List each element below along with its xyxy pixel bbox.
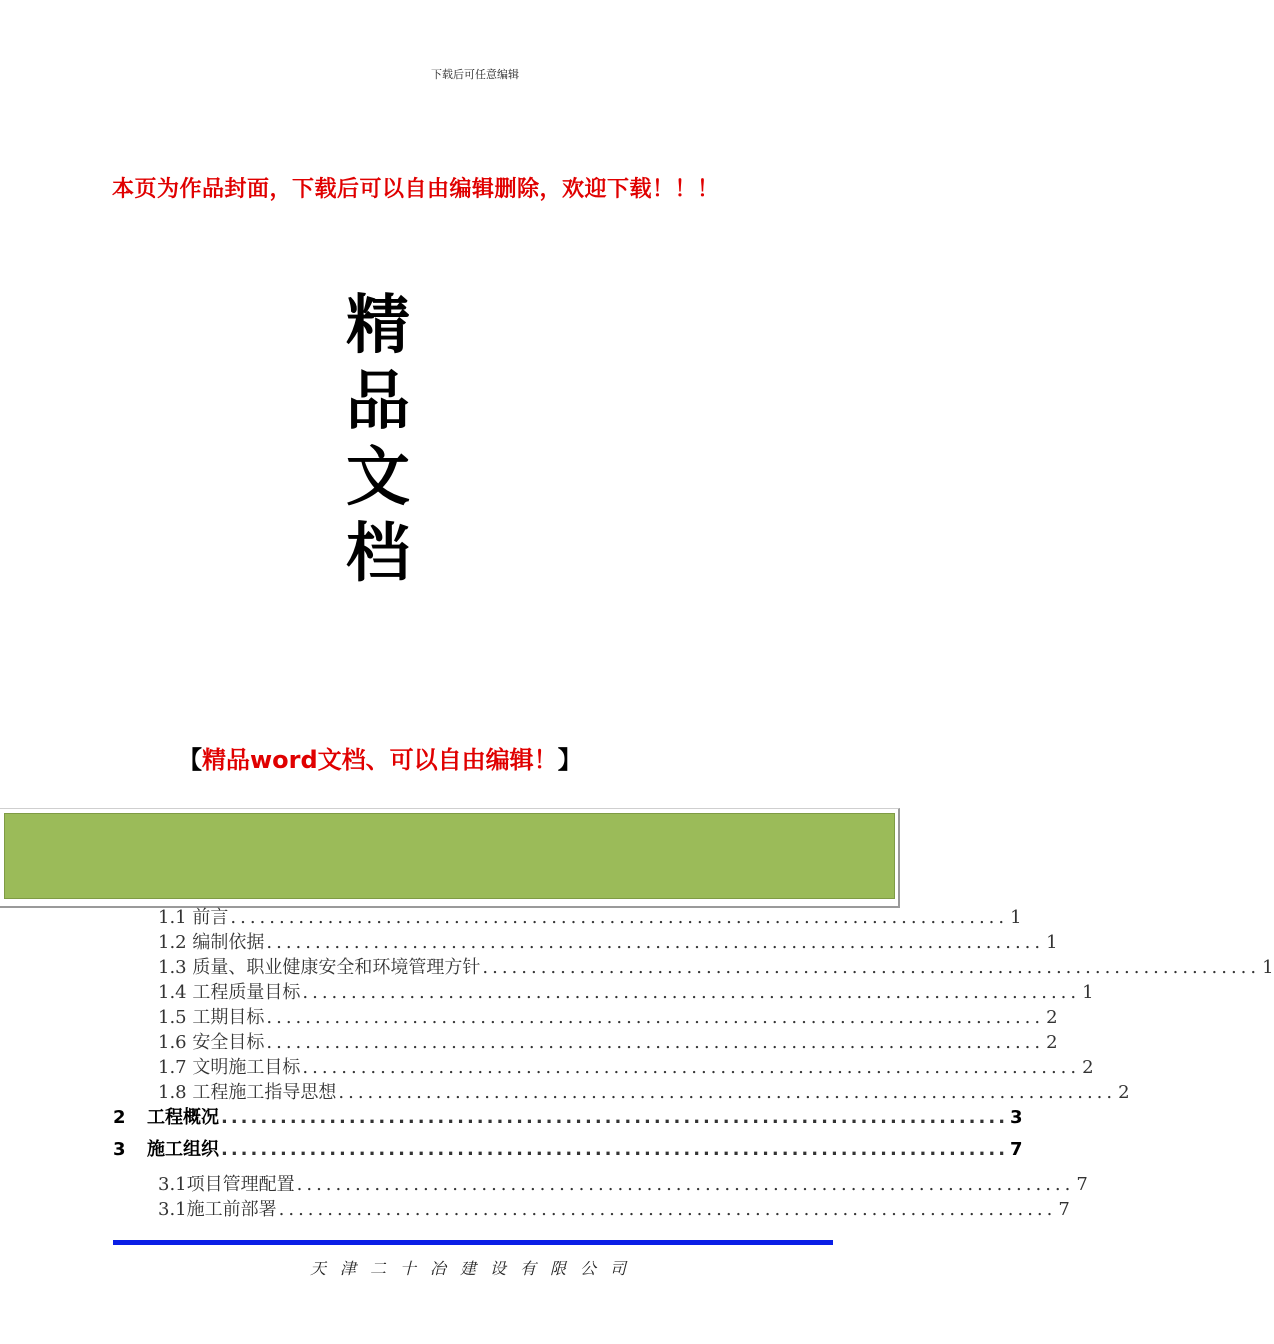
toc-entry-page: 1 — [1082, 982, 1094, 1003]
toc-entry-page: 1 — [1046, 932, 1058, 953]
toc-entry-page: 7 — [1058, 1199, 1070, 1220]
toc-leader-dots: ................................................................................ — [482, 957, 1261, 978]
toc-entry-label: 工程施工指导思想 — [192, 1082, 337, 1103]
toc-entry-number: 1.6 — [158, 1032, 187, 1053]
toc-entry[interactable] — [158, 1170, 1088, 1196]
toc-chapter-label: 施工组织 — [147, 1139, 219, 1160]
toc-entry-number: 1.8 — [158, 1082, 187, 1103]
big-title — [346, 288, 426, 592]
toc-chapter-page: 3 — [1010, 1107, 1023, 1128]
tagline-close-bracket: 】 — [557, 746, 582, 774]
toc-entry-label: 文明施工目标 — [192, 1057, 301, 1078]
toc-entry-label: 前言 — [192, 907, 229, 928]
toc-leader-dots: ................................................................................ — [266, 1032, 1045, 1053]
toc-entry[interactable] — [158, 953, 1274, 979]
toc-chapter-number: 3 — [113, 1139, 126, 1160]
toc-leader-dots: ................................................................................ — [266, 932, 1045, 953]
toc-entry[interactable] — [158, 1028, 1058, 1054]
toc-entry-label: 编制依据 — [192, 932, 265, 953]
big-title-char: 精 — [346, 289, 410, 363]
toc-entry[interactable] — [158, 1195, 1070, 1221]
toc-entry[interactable] — [158, 1053, 1094, 1079]
toc-entry-label: 项目管理配置 — [186, 1174, 295, 1195]
toc-leader-dots: ................................................................................ — [302, 1057, 1081, 1078]
big-title-char: 品 — [346, 365, 410, 439]
cover-notice: 本页为作品封面，下载后可以自由编辑删除，欢迎下载！！！ — [112, 177, 720, 202]
toc-leader-dots: ................................................................................ — [266, 1007, 1045, 1028]
toc-entry-page: 2 — [1082, 1057, 1094, 1078]
toc-entry-number: 3.1 — [158, 1199, 187, 1220]
toc-chapter-entry[interactable] — [113, 1103, 1023, 1129]
toc-leader-dots: ................................................................................ — [230, 907, 1009, 928]
toc-entry-number: 1.7 — [158, 1057, 187, 1078]
toc-entry-number: 1.4 — [158, 982, 187, 1003]
footer-company-name: 天津二十冶建设有限公司 — [309, 1259, 640, 1278]
toc-entry-label: 施工前部署 — [186, 1199, 277, 1220]
toc-leader-dots: ................................................................................ — [338, 1082, 1117, 1103]
toc-entry-page: 1 — [1010, 907, 1022, 928]
tagline-text: 精品word文档、可以自由编辑！ — [202, 746, 558, 774]
toc-entry-number: 1.5 — [158, 1007, 187, 1028]
green-banner — [4, 813, 895, 899]
toc-entry[interactable] — [158, 928, 1058, 954]
toc-entry-label: 工期目标 — [192, 1007, 265, 1028]
toc-entry[interactable] — [158, 1078, 1130, 1104]
toc-leader-dots: ................................................................................ — [221, 1139, 1009, 1160]
toc-entry-label: 工程质量目标 — [192, 982, 301, 1003]
toc-entry-page: 7 — [1076, 1174, 1088, 1195]
big-title-char: 档 — [346, 517, 410, 591]
toc-chapter-label: 工程概况 — [147, 1107, 219, 1128]
tagline — [178, 740, 582, 775]
footer-rule — [113, 1240, 833, 1245]
toc-leader-dots: ................................................................................ — [221, 1107, 1009, 1128]
toc-entry-number: 3.1 — [158, 1174, 187, 1195]
toc-chapter-number: 2 — [113, 1107, 126, 1128]
toc-entry-page: 2 — [1046, 1007, 1058, 1028]
toc-entry[interactable] — [158, 903, 1022, 929]
toc-entry-number: 1.3 — [158, 957, 187, 978]
toc-chapter-page: 7 — [1010, 1139, 1023, 1160]
toc-leader-dots: ................................................................................ — [302, 982, 1081, 1003]
toc-leader-dots: ................................................................................ — [278, 1199, 1057, 1220]
toc-entry-number: 1.1 — [158, 907, 187, 928]
tagline-open-bracket: 【 — [178, 746, 202, 774]
toc-leader-dots: ................................................................................ — [296, 1174, 1075, 1195]
toc-entry-page: 2 — [1046, 1032, 1058, 1053]
toc-entry-page: 2 — [1118, 1082, 1130, 1103]
toc-entry-label: 安全目标 — [192, 1032, 265, 1053]
toc-entry-label: 质量、职业健康安全和环境管理方针 — [192, 957, 481, 978]
toc-chapter-entry[interactable] — [113, 1135, 1023, 1161]
toc-entry-number: 1.2 — [158, 932, 187, 953]
header-note: 下载后可任意编辑 — [431, 68, 519, 81]
big-title-char: 文 — [346, 441, 410, 515]
toc-entry-page: 1 — [1262, 957, 1274, 978]
toc-entry[interactable] — [158, 1003, 1058, 1029]
toc-entry[interactable] — [158, 978, 1094, 1004]
